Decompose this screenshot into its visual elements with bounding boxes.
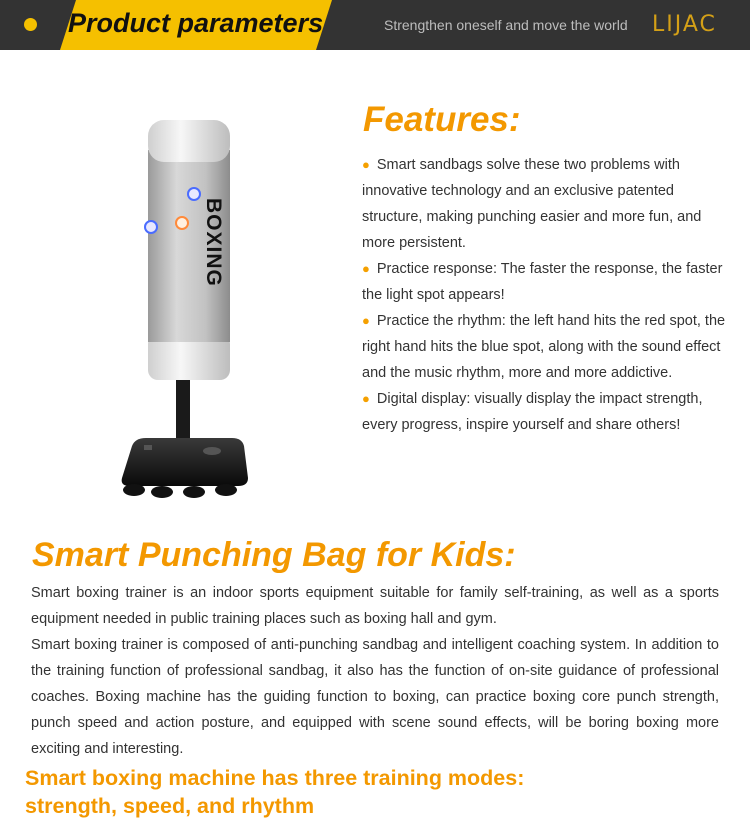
list-item: ● Smart sandbags solve these two problems with innovative technology and an exclusive patented structure, making punching easier and more fun, and more persistent. xyxy=(362,157,702,251)
description-body xyxy=(31,580,719,762)
header-banner xyxy=(0,0,750,50)
bullet-dot-icon: ● xyxy=(362,261,370,276)
bullet-dot-icon xyxy=(24,18,37,31)
page-title: Product parameters xyxy=(68,8,324,38)
brand-slogan: Strengthen oneself and move the world xyxy=(384,17,628,33)
modes-line-2: strength, speed, and rhythm xyxy=(25,794,315,818)
bag-label: BOXING xyxy=(202,198,225,287)
bullet-dot-icon: ● xyxy=(362,313,370,328)
features-list xyxy=(362,152,734,438)
modes-heading xyxy=(25,764,524,820)
bullet-dot-icon: ● xyxy=(362,157,370,172)
list-item: ● Digital display: visually display the impact strength, every progress, inspire yourself and share others! xyxy=(362,391,703,433)
paragraph: Smart boxing trainer is an indoor sports equipment suitable for family self-training, as well as a sports equipment needed in public training places such as boxing hall and gym. xyxy=(31,585,719,627)
features-title: Features: xyxy=(363,100,521,139)
list-item: ● Practice response: The faster the response, the faster the light spot appears! xyxy=(362,261,723,303)
bullet-dot-icon: ● xyxy=(362,391,370,406)
section-title: Smart Punching Bag for Kids: xyxy=(32,536,516,574)
modes-line-1: Smart boxing machine has three training modes: xyxy=(25,766,525,790)
brand-logo: LIJAC xyxy=(652,12,717,37)
paragraph: Smart boxing trainer is composed of anti-punching sandbag and intelligent coaching system. In addition to the training function of professional sandbag, it also has the function of on-site guidance of professional coaches. Boxing machine has the guiding function to boxing, can practice boxing core punch strength, punch speed and action posture, and equipped with scene sound effects, will be boring boxing more exciting and interesting. xyxy=(31,637,719,757)
list-item: ● Practice the rhythm: the left hand hits the red spot, the right hand hits the blue spot, along with the sound effect and the music rhythm, more and more addictive. xyxy=(362,313,726,381)
punching-bag-image xyxy=(110,110,280,510)
